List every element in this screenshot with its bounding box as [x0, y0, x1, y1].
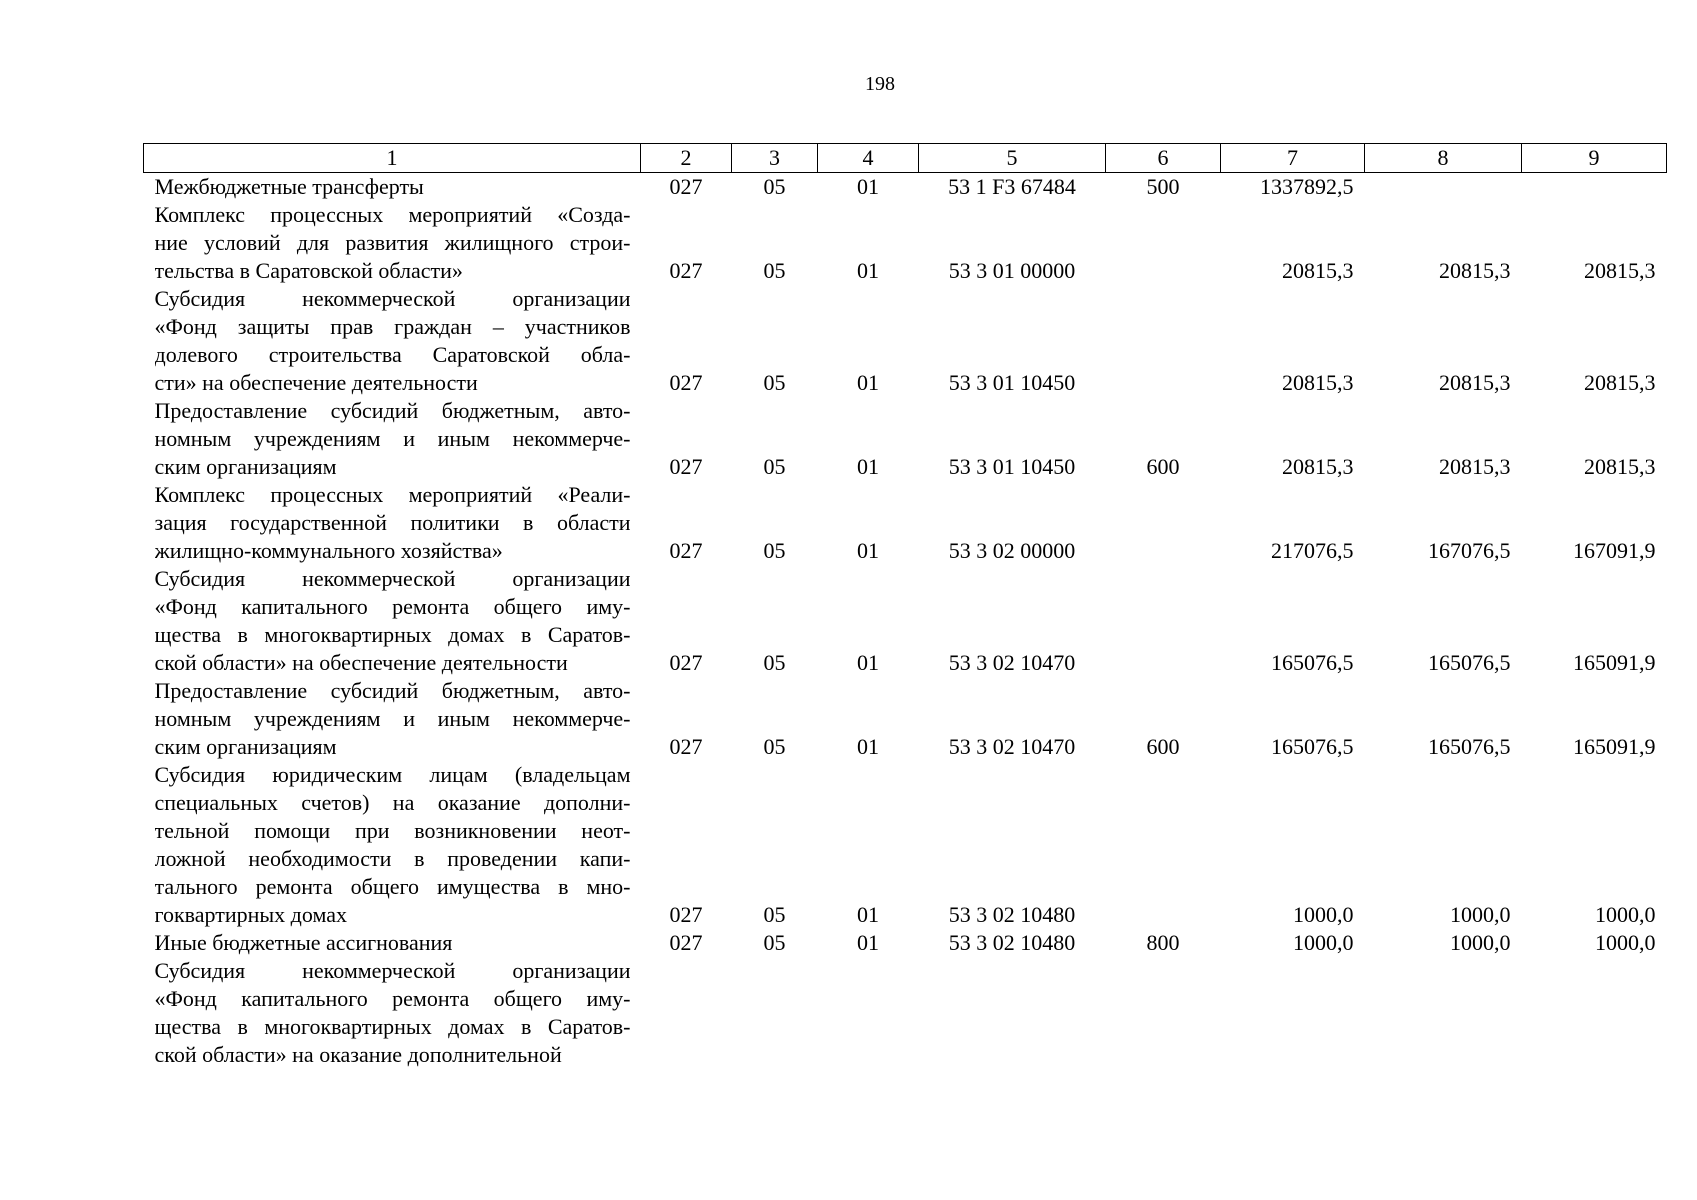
row-amount-8: 20815,3	[1439, 258, 1511, 283]
row-amount-7: 20815,3	[1282, 370, 1354, 395]
row-expense-type-code	[1106, 957, 1221, 1069]
row-name-line: Предоставление субсидий бюджетным, авто-	[154, 398, 631, 423]
row-name-line: долевого строительства Саратовской обла-	[154, 342, 631, 367]
row-expense-type-code: 500	[1146, 174, 1180, 199]
row-section-code: 027	[669, 734, 703, 759]
row-subsection-code: 05	[763, 454, 786, 479]
table-row	[144, 201, 1667, 285]
row-subsection-code: 05	[763, 370, 786, 395]
row-amount-8: 20815,3	[1439, 370, 1511, 395]
row-item-code: 01	[857, 538, 879, 563]
row-subsection-code: 05	[763, 258, 786, 283]
row-amount-7	[1221, 957, 1365, 1069]
row-name-line: ским организациям	[154, 454, 337, 479]
row-section-code: 027	[669, 174, 703, 199]
row-amount-8	[1365, 173, 1522, 202]
row-amount-7: 1000,0	[1293, 902, 1354, 927]
row-amount-9: 165091,9	[1573, 650, 1656, 675]
column-header-4: 4	[818, 144, 919, 173]
row-name-line: ским организациям	[154, 734, 337, 759]
row-expense-type-code: 600	[1146, 734, 1180, 759]
row-name-line: Иные бюджетные ассигнования	[154, 930, 453, 955]
row-item-code: 01	[857, 174, 879, 199]
row-expense-type-code: 800	[1146, 930, 1180, 955]
row-amount-7: 20815,3	[1282, 454, 1354, 479]
row-name-line: номным учреждениям и иным некоммерче-	[154, 706, 631, 731]
row-amount-9: 20815,3	[1584, 258, 1656, 283]
row-name-line: щества в многоквартирных домах в Саратов-	[154, 622, 631, 647]
row-section-code: 027	[669, 538, 703, 563]
row-name-line: ской области» на оказание дополнительной	[154, 1042, 562, 1067]
column-header-1: 1	[144, 144, 641, 173]
row-subsection-code: 05	[763, 650, 786, 675]
table-row	[144, 397, 1667, 481]
row-amount-7: 1000,0	[1293, 930, 1354, 955]
row-name-cell	[144, 481, 641, 565]
row-amount-9: 20815,3	[1584, 370, 1656, 395]
row-amount-9: 1000,0	[1595, 930, 1656, 955]
row-name-line: «Фонд капитального ремонта общего иму-	[154, 594, 631, 619]
row-name-line: тельства в Саратовской области»	[154, 258, 463, 283]
row-name-line: ской области» на обеспечение деятельности	[154, 650, 568, 675]
budget-table	[143, 143, 1667, 1069]
row-target-code: 53 3 02 10470	[948, 734, 1076, 759]
row-amount-9: 167091,9	[1573, 538, 1656, 563]
row-item-code: 01	[857, 930, 879, 955]
row-item-code: 01	[857, 734, 879, 759]
row-target-code: 53 3 02 00000	[948, 538, 1076, 563]
row-item-code: 01	[857, 650, 879, 675]
row-amount-8: 165076,5	[1428, 650, 1511, 675]
row-amount-9	[1522, 173, 1667, 202]
row-target-code: 53 3 01 10450	[948, 454, 1076, 479]
row-name-cell	[144, 677, 641, 761]
row-target-code: 53 3 02 10470	[948, 650, 1076, 675]
row-name-line: специальных счетов) на оказание дополни-	[154, 790, 631, 815]
table-row	[144, 173, 1667, 202]
row-amount-8: 167076,5	[1428, 538, 1511, 563]
row-item-code: 01	[857, 370, 879, 395]
row-name-cell	[144, 285, 641, 397]
header-row	[144, 144, 1667, 173]
row-amount-9: 165091,9	[1573, 734, 1656, 759]
row-name-cell	[144, 397, 641, 481]
column-header-5: 5	[919, 144, 1106, 173]
column-header-9: 9	[1522, 144, 1667, 173]
row-name-line: зация государственной политики в области	[154, 510, 631, 535]
row-name-line: Предоставление субсидий бюджетным, авто-	[154, 678, 631, 703]
row-amount-7: 165076,5	[1271, 734, 1354, 759]
row-section-code: 027	[669, 930, 703, 955]
table-row	[144, 761, 1667, 929]
row-expense-type-code	[1106, 565, 1221, 677]
row-section-code: 027	[669, 650, 703, 675]
row-name-cell	[144, 201, 641, 285]
table-row	[144, 565, 1667, 677]
page-number: 198	[865, 73, 895, 95]
table-header	[144, 144, 1667, 173]
row-expense-type-code: 600	[1146, 454, 1180, 479]
row-name-line: Межбюджетные трансферты	[154, 174, 424, 199]
row-target-code: 53 3 02 10480	[948, 930, 1076, 955]
row-amount-7: 1337892,5	[1260, 174, 1354, 199]
row-name-line: номным учреждениям и иным некоммерче-	[154, 426, 631, 451]
row-name-line: Субсидия некоммерческой организации	[154, 958, 631, 983]
row-name-line: гоквартирных домах	[154, 902, 347, 927]
row-name-line: Субсидия юридическим лицам (владельцам	[154, 762, 631, 787]
row-section-code: 027	[669, 258, 703, 283]
row-subsection-code: 05	[763, 930, 786, 955]
row-subsection-code: 05	[763, 902, 786, 927]
row-name-line: Субсидия некоммерческой организации	[154, 566, 631, 591]
row-amount-8: 165076,5	[1428, 734, 1511, 759]
row-expense-type-code	[1106, 481, 1221, 565]
column-header-8: 8	[1365, 144, 1522, 173]
table-row	[144, 677, 1667, 761]
row-name-cell	[144, 565, 641, 677]
row-item-code	[818, 957, 919, 1069]
row-subsection-code: 05	[763, 174, 786, 199]
row-amount-8: 1000,0	[1450, 902, 1511, 927]
row-amount-7: 20815,3	[1282, 258, 1354, 283]
row-target-code	[919, 957, 1106, 1069]
row-name-line: жилищно-коммунального хозяйства»	[154, 538, 503, 563]
row-name-cell	[144, 957, 641, 1069]
row-name-line: Комплекс процессных мероприятий «Созда-	[154, 202, 631, 227]
row-name-cell	[144, 761, 641, 929]
row-name-line: Субсидия некоммерческой организации	[154, 286, 631, 311]
row-section-code: 027	[669, 454, 703, 479]
row-target-code: 53 1 F3 67484	[948, 174, 1076, 199]
row-amount-9: 20815,3	[1584, 454, 1656, 479]
row-amount-9	[1522, 957, 1667, 1069]
row-name-line: Комплекс процессных мероприятий «Реали-	[154, 482, 631, 507]
row-expense-type-code	[1106, 761, 1221, 929]
row-target-code: 53 3 01 10450	[948, 370, 1076, 395]
row-amount-7: 217076,5	[1271, 538, 1354, 563]
table-row	[144, 929, 1667, 957]
row-section-code: 027	[669, 902, 703, 927]
table-body	[144, 173, 1667, 1070]
row-target-code: 53 3 02 10480	[948, 902, 1076, 927]
row-subsection-code: 05	[763, 538, 786, 563]
row-subsection-code: 05	[763, 734, 786, 759]
row-amount-8: 1000,0	[1450, 930, 1511, 955]
row-name-cell	[144, 173, 641, 202]
row-name-line: тельной помощи при возникновении неот-	[154, 818, 631, 843]
row-item-code: 01	[857, 258, 879, 283]
row-target-code: 53 3 01 00000	[948, 258, 1076, 283]
row-name-line: щества в многоквартирных домах в Саратов-	[154, 1014, 631, 1039]
row-amount-8: 20815,3	[1439, 454, 1511, 479]
row-item-code: 01	[857, 902, 879, 927]
row-amount-9: 1000,0	[1595, 902, 1656, 927]
row-subsection-code	[732, 957, 818, 1069]
table-row	[144, 285, 1667, 397]
row-name-line: «Фонд капитального ремонта общего иму-	[154, 986, 631, 1011]
row-expense-type-code	[1106, 201, 1221, 285]
row-name-line: тального ремонта общего имущества в мно-	[154, 874, 631, 899]
column-header-7: 7	[1221, 144, 1365, 173]
row-name-line: ние условий для развития жилищного строи-	[154, 230, 631, 255]
table-row	[144, 957, 1667, 1069]
row-item-code: 01	[857, 454, 879, 479]
column-header-2: 2	[641, 144, 732, 173]
row-amount-7: 165076,5	[1271, 650, 1354, 675]
column-header-6: 6	[1106, 144, 1221, 173]
row-amount-8	[1365, 957, 1522, 1069]
row-section-code	[641, 957, 732, 1069]
column-header-3: 3	[732, 144, 818, 173]
row-section-code: 027	[669, 370, 703, 395]
row-name-line: сти» на обеспечение деятельности	[154, 370, 478, 395]
row-name-line: ложной необходимости в проведении капи-	[154, 846, 631, 871]
table-row	[144, 481, 1667, 565]
row-expense-type-code	[1106, 285, 1221, 397]
row-name-cell	[144, 929, 641, 957]
row-name-line: «Фонд защиты прав граждан – участников	[154, 314, 631, 339]
